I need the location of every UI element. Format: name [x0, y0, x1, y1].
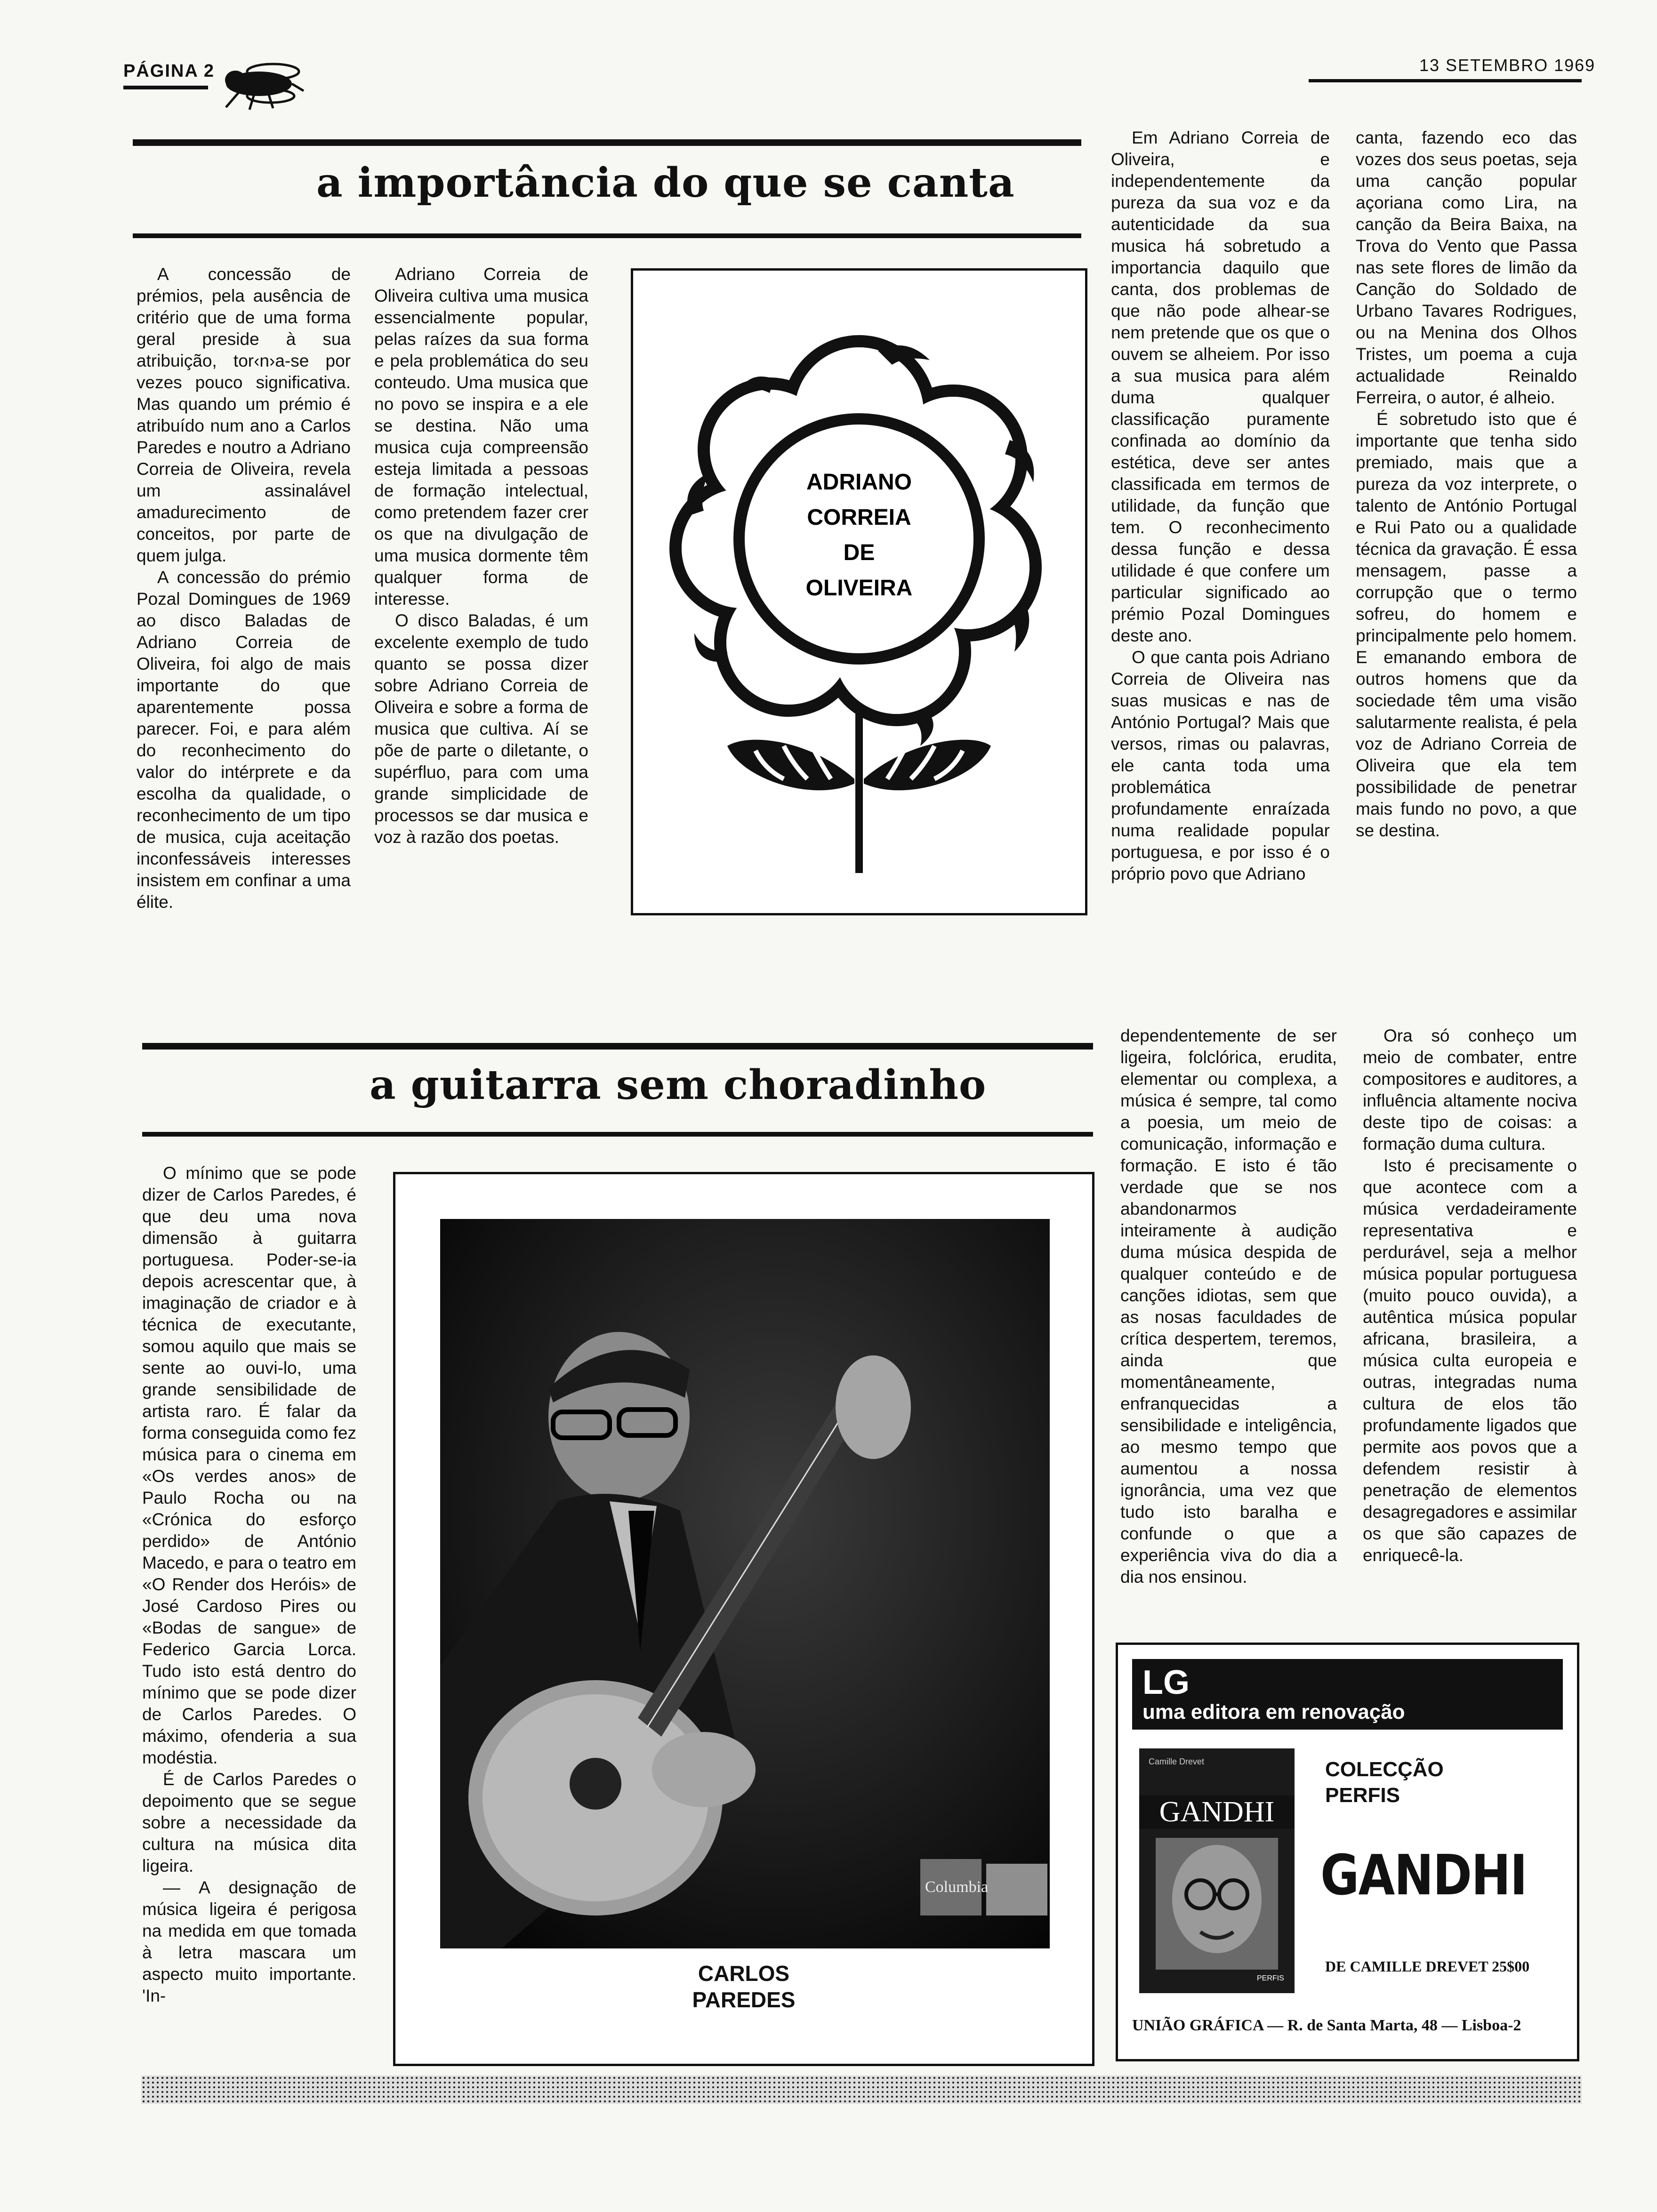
record-label-text: Columbia [925, 1878, 989, 1896]
collection-label: COLECÇÃO [1325, 1758, 1444, 1781]
flower-label-line: DE [843, 540, 875, 565]
flower-icon [633, 271, 1085, 913]
paragraph: Adriano Correia de Oliveira cultiva uma musica essencialmente popular, pelas raízes da sua forma e pela problemática do seu conteudo. Uma musica que no povo se inspira e a ele se destina. Não uma musica cuja compreensão esteja limitada a pessoas de formação intelectual, como pretendem fazer crer os que na divulgação de uma musica dormente têm qualquer forma de interesse. [374, 264, 588, 609]
flower-illustration-box [631, 268, 1087, 915]
page-number: PÁGINA 2 [123, 61, 215, 81]
article1-bottom-rule [133, 233, 1081, 238]
book-cover [1139, 1748, 1295, 1993]
article2-column-3 [1363, 1025, 1577, 1566]
paragraph: canta, fazendo eco das vozes dos seus poetas, seja uma canção popular açoriana como Lira, na canção da Beira Baixa, na Trova do Vento que Passa nas sete flores de limão da Canção do Soldado de Urbano Tavares Rodrigues, ou na Menina dos Olhos Tristes, um poema a cuja actualidade Reinaldo Ferreira, o autor, é alheio. [1356, 128, 1577, 407]
photo-caption-line: CARLOS [698, 1961, 790, 1986]
paragraph: — A designação de música ligeira é perigosa na medida em que tomada à letra mascara um aspecto muito importante. 'In- [142, 1878, 356, 2005]
flower-label-line: OLIVEIRA [805, 576, 913, 601]
publisher-logo: LG [1142, 1664, 1190, 1701]
paragraph: A concessão de prémios, pela ausência de critério que de uma forma geral preside à sua atribuição, tor‹n›a-se por vezes pouco significativa. Mas quando um prémio é atribuído num ano a Carlos Paredes e noutro a Adriano Correia de Oliveira, revela um assinalável amadurecimento de conceitos, por parte de quem julga. [137, 264, 351, 565]
flower-label-line: ADRIANO [806, 470, 912, 495]
paragraph: dependentemente de ser ligeira, folclórica, erudita, elementar ou complexa, a música é sempre, tal como a poesia, um meio de comunicação, informação e formação. E isto é tão verdade que se nos abandonarmos inteiramente à audição duma música despida de qualquer conteúdo e de canções idiotas, sem que as nosas faculdades de crítica despertem, teremos, ainda que momentâneamente, enfranquecidas a sensibilidade e inteligência, ao mesmo tempo que aumentou a nossa ignorância, uma vez que tudo isto baralha e confunde o que a experiência viva do dia a dia nos ensinou. [1120, 1026, 1337, 1587]
collection-name: PERFIS [1325, 1784, 1400, 1807]
paragraph: É de Carlos Paredes o depoimento que se segue sobre a necessidade da cultura na música dita ligeira. [142, 1770, 356, 1875]
flower-label-line: CORREIA [807, 505, 911, 530]
book-cover-series: PERFIS [1257, 1974, 1284, 1982]
issue-date: 13 SETEMBRO 1969 [1419, 56, 1596, 75]
advert-box [1116, 1643, 1579, 2061]
advert-tagline: uma editora em renovação [1142, 1700, 1405, 1723]
book-cover-author: Camille Drevet [1149, 1757, 1205, 1766]
article1-column-2 [374, 264, 588, 848]
paragraph: A concessão do prémio Pozal Domingues de 1969 ao disco Baladas de Adriano Correia de Oliveira, foi algo de mais importante do que aparentemente possa parecer. Foi, e para além do reconhecimento do valor do intérprete e da escolha da qualidade, o reconhecimento de um tipo de musica, cuja aceitação inconfessáveis interesses insistem em confinar a uma élite. [137, 568, 351, 912]
book-cover-title: GANDHI [1139, 1795, 1295, 1829]
photo-box [393, 1172, 1094, 2066]
paragraph: O disco Baladas, é um excelente exemplo de tudo quanto se possa dizer sobre Adriano Correia de Oliveira e sobre a forma de musica que cultiva. Aí se põe de parte o diletante, o supérfluo, para com uma grande simplicidade de processos se dar musica e voz à razão dos poetas. [374, 611, 588, 847]
header-rule-right [1309, 79, 1582, 82]
fly-icon [207, 56, 306, 112]
article2-column-2 [1120, 1025, 1337, 1588]
article1-column-4 [1356, 127, 1577, 842]
bottom-stippled-band [141, 2076, 1582, 2104]
article2-bottom-rule [142, 1132, 1093, 1137]
article2-headline: a guitarra sem choradinho [370, 1061, 987, 1109]
advert-banner [1132, 1659, 1563, 1730]
paragraph: O que canta pois Adriano Correia de Oliveira nas suas musicas e nas de António Portugal? Mais que versos, rimas ou palavras, ele canta toda uma problemática profundamente enraízada numa realidade popular portuguesa, e por isso é o próprio povo que Adriano [1111, 648, 1330, 883]
article2-column-1 [142, 1162, 356, 2007]
article1-top-rule [133, 139, 1081, 146]
author-price: DE CAMILLE DREVET 25$00 [1325, 1958, 1530, 1975]
paragraph: O mínimo que se pode dizer de Carlos Paredes, é que deu uma nova dimensão à guitarra portuguesa. Poder-se-ia depois acrescentar que, à imaginação de criador e à técnica de executante, somou aquilo que mais se sente ao ouvi-lo, uma grande sensibilidade de artista raro. É falar da forma conseguida como fez música para o cinema em «Os verdes anos» de Paulo Rocha ou na «Crónica do esforço perdido» de António Macedo, e para o teatro em «O Render dos Heróis» de José Cardoso Pires ou «Bodas de sangue» de Federico Garcia Lorca. Tudo isto está dentro do mínimo que se pode dizer de Carlos Paredes. O máximo, ofenderia a sua modéstia. [142, 1163, 356, 1767]
paragraph: Em Adriano Correia de Oliveira, e independentemente da pureza da sua voz e da autenticidade da sua musica há sobretudo a importancia daquilo que canta, dos problemas de que não pode alhear-se nem pretende que os que o ouvem se alheiem. Por isso a sua musica para além duma qualquer classificação puramente confinada ao domínio da estética, deve ser antes classificada em termos de utilidade, da função que tem. O reconhecimento dessa função e dessa utilidade é que confere um particular significado ao prémio Pozal Domingues deste ano. [1111, 128, 1330, 645]
advert-footer: UNIÃO GRÁFICA — R. de Santa Marta, 48 — Lisboa-2 [1132, 2017, 1521, 2034]
article2-top-rule [142, 1043, 1093, 1050]
advert-big-title: GANDHI [1320, 1843, 1527, 1907]
paragraph: Ora só conheço um meio de combater, entre compositores e auditores, a influência altamente nociva deste tipo de coisas: a formação duma cultura. [1363, 1026, 1577, 1154]
article1-column-3 [1111, 127, 1330, 885]
article1-headline: a importância do que se canta [316, 159, 1015, 207]
paragraph: É sobretudo isto que é importante que tenha sido premiado, mais que a pureza da voz interprete, o talento de António Portugal e Rui Pato ou a qualidade técnica da gravação. É essa mensagem, passe a corrupção que o termo sofreu, do homem e principalmente pelo homem. E emanando embora de outros homens que da sociedade têm uma visão salutarmente realista, é pela voz de Adriano Correia de Oliveira que ela tem possibilidade de penetrar mais fundo no povo, a que se destina. [1356, 409, 1577, 840]
guitarist-photo [440, 1219, 1050, 1948]
header-rule-left [123, 86, 208, 89]
gandhi-portrait [1156, 1838, 1278, 1970]
article1-column-1 [137, 264, 351, 913]
photo-caption [395, 1960, 1092, 2013]
photo-caption-line: PAREDES [692, 1988, 796, 2012]
paragraph: Isto é precisamente o que acontece com a música verdadeiramente representativa e perdurável, seja a melhor música popular portuguesa (muito pouco ouvida), a autêntica música popular africana, brasileira, a música culta europeia e outras, integradas numa cultura de elos tão profundamente ligados que permite aos povos que a defendem resistir à penetração de elementos desagregadores e assimilar os que são capazes de enriquecê-la. [1363, 1156, 1577, 1565]
